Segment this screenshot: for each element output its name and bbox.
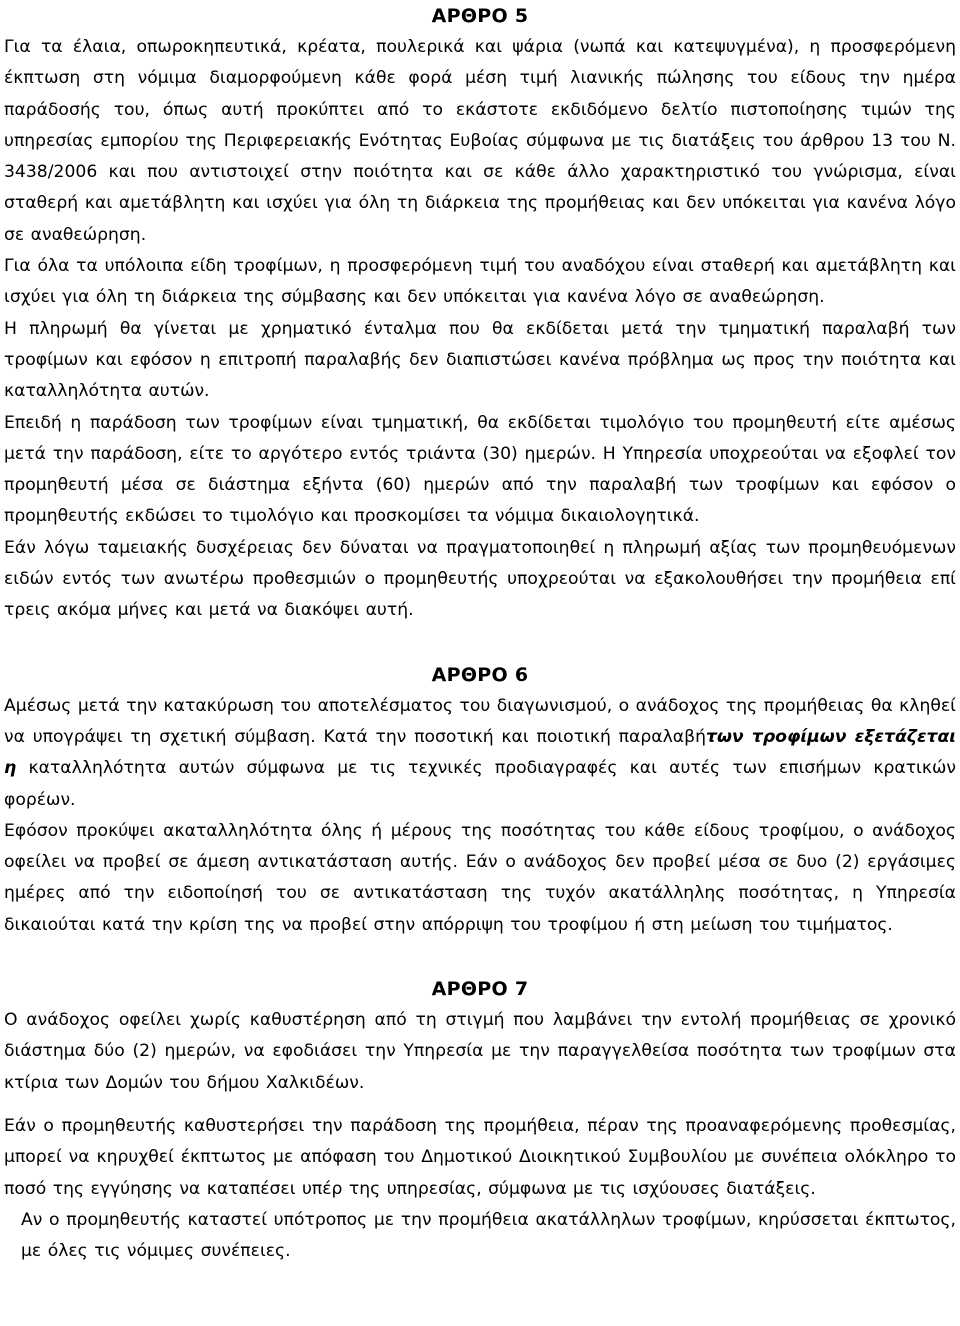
article-5-paragraph-4: Επειδή η παράδοση των τροφίμων είναι τμηματική, θα εκδίδεται τιμολόγιο του προμηθευτή είτε αμέσως μετά την παράδοση, είτε το αργότερο εντός τριάντα (30) ημερών. Η Υπηρεσία υποχρεούται να εξοφλεί τον προμηθευτή μέσα σε διάστημα εξήντα (60) ημερών από την παραλαβή των τροφίμων και εφόσον ο προμηθευτής εκδώσει το τιμολόγιο και προσκομίσει τα νόμιμα δικαιολογητικά. (4, 412, 956, 527)
article-6-title: ΑΡΘΡΟ 6 (431, 663, 529, 686)
document-page (4, 0, 956, 1267)
section-spacer (4, 627, 956, 659)
article-6-paragraph-1-emphasis: των τροφίμων εξετάζεται η (4, 726, 956, 779)
article-7 (4, 973, 956, 1267)
article-5-paragraph-3: Η πληρωμή θα γίνεται με χρηματικό ένταλμα που θα εκδίδεται μετά την τμηματική παραλαβή των τροφίμων και εφόσον η επιτροπή παραλαβής δεν διαπιστώσει κανένα πρόβλημα ως προς την ποιότητα και καταλληλότητα αυτών. (4, 318, 956, 402)
article-6-paragraph-1-start: Αμέσως μετά την κατακύρωση του αποτελέσματος του διαγωνισμού, ο ανάδοχος της προμήθειας θα κληθεί να υπογράψει τη σχετική σύμβαση. Κατά την ποσοτική και ποιοτική παραλαβή (4, 695, 956, 747)
article-5-paragraph-2: Για όλα τα υπόλοιπα είδη τροφίμων, η προσφερόμενη τιμή του αναδόχου είναι σταθερή και αμετάβλητη και ισχύει για όλη τη διάρκεια της σύμβασης και δεν υπόκειται για κανένα λόγο σε αναθεώρηση. (4, 256, 956, 308)
article-7-paragraph-3: Αν ο προμηθευτής καταστεί υπότροπος με την προμήθεια ακατάλληλων τροφίμων, κηρύσσεται έκπτωτος, με όλες τις νόμιμες συνέπειες. (21, 1209, 956, 1262)
article-5 (4, 0, 956, 627)
paragraph-spacer (4, 1099, 956, 1111)
article-6-paragraph-1 (4, 691, 956, 816)
article-7-paragraph-1: Ο ανάδοχος οφείλει χωρίς καθυστέρηση από τη στιγμή που λαμβάνει την εντολή προμήθειας σε χρονικό διάστημα δύο (2) ημερών, να εφοδιάσει την Υπηρεσία με την παραγγελθείσα ποσότητα των τροφίμων στα κτίρια των Δομών του δήμου Χαλκιδέων. (4, 1010, 956, 1093)
article-6-paragraph-2: Εφόσον προκύψει ακαταλληλότητα όλης ή μέρους της ποσότητας του κάθε είδους τροφίμου, ο ανάδοχος οφείλει να προβεί σε άμεση αντικατάσταση αυτής. Εάν ο ανάδοχος δεν προβεί μέσα σε δυο (2) εργάσιμες ημέρες από την ειδοποίησή του σε αντικατάσταση της τυχόν ακατάλληλης ποσότητας, η Υπηρεσία δικαιούται κατά την κρίση της να προβεί στην απόρριψη του τροφίμου ή στη μείωση του τιμήματος. (4, 820, 956, 935)
article-6 (4, 659, 956, 941)
article-5-paragraph-5: Εάν λόγω ταμειακής δυσχέρειας δεν δύναται να πραγματοποιηθεί η πληρωμή αξίας των προμηθευόμενων ειδών εντός των ανωτέρω προθεσμιών ο προμηθευτής υποχρεούται να εξακολουθήσει την προμήθεια επί τρεις ακόμα μήνες και μετά να διακόψει αυτή. (4, 537, 956, 621)
article-6-paragraph-1-end: καταλληλότητα αυτών σύμφωνα με τις τεχνικές προδιαγραφές και αυτές των επισήμων κρατικών φορέων. (4, 758, 956, 810)
article-5-title: ΑΡΘΡΟ 5 (431, 5, 529, 27)
section-spacer (4, 941, 956, 973)
article-7-title: ΑΡΘΡΟ 7 (431, 978, 529, 1001)
article-5-paragraph-1: Για τα έλαια, οπωροκηπευτικά, κρέατα, πουλερικά και ψάρια (νωπά και κατεψυγμένα), η προσφερόμενη έκπτωση στη νόμιμα διαμορφούμενη κάθε φορά μέση τιμή λιανικής πώλησης του είδους την ημέρα παράδοσής του, όπως αυτή προκύπτει από το εκάστοτε εκδιδόμενο δελτίο πιστοποίησης τιμών της υπηρεσίας εμπορίου της Περιφερειακής Ενότητας Ευβοίας σύμφωνα με τις διατάξεις του άρθρου 13 του Ν. 3438/2006 και που αντιστοιχεί στην ποιότητα και σε κάθε άλλο χαρακτηριστικό του γνώρισμα, είναι σταθερή και αμετάβλητη και ισχύει για όλη τη διάρκεια της προμήθειας και δεν υπόκειται για κανένα λόγο σε αναθεώρηση. (4, 37, 956, 245)
article-7-paragraph-2: Εάν ο προμηθευτής καθυστερήσει την παράδοση της προμήθεια, πέραν της προαναφερόμενης προθεσμίας, μπορεί να κηρυχθεί έκπτωτος με απόφαση του Δημοτικού Διοικητικού Συμβουλίου με συνέπεια ολόκληρο το ποσό της εγγύησης να καταπέσει υπέρ της υπηρεσίας, σύμφωνα με τις ισχύουσες διατάξεις. (4, 1115, 956, 1199)
